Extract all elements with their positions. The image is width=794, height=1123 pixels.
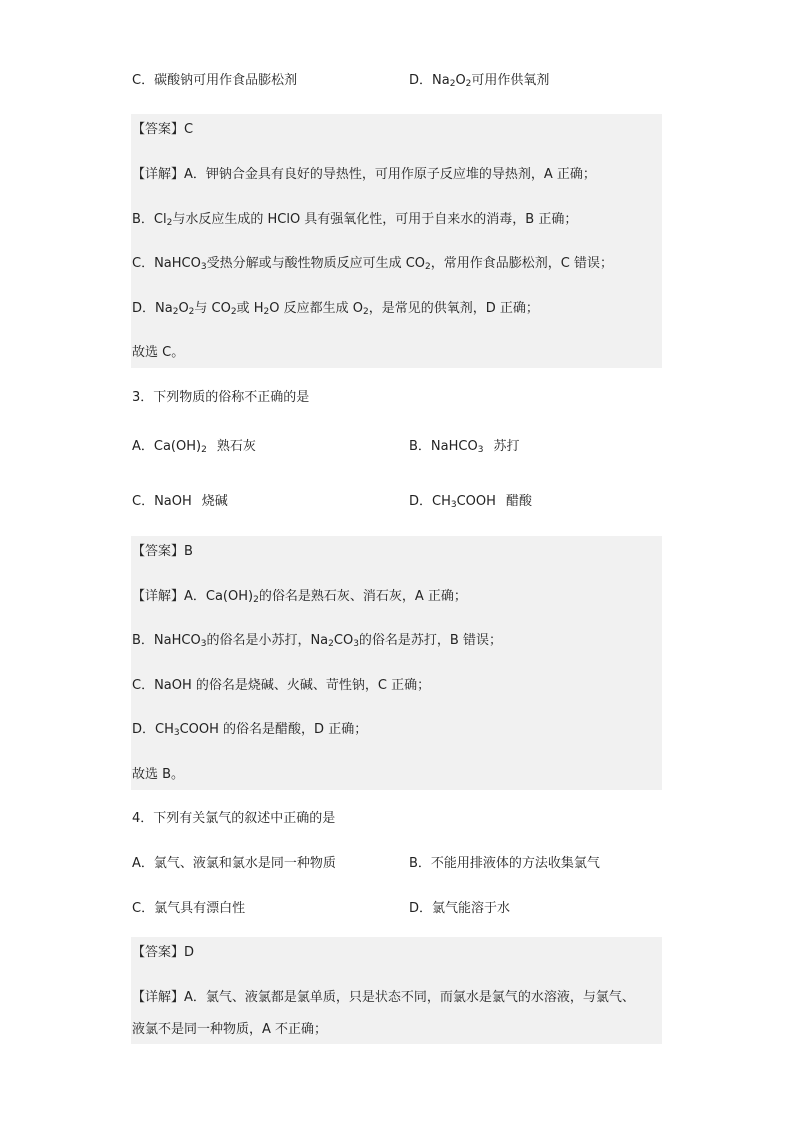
q2-answer: 【答案】C <box>132 122 194 137</box>
q3-option-d: D．$CH_3COOH$ 醋酸 <box>409 494 532 510</box>
q2-option-c: C．碳酸钠可用作食品膨松剂 <box>132 73 298 88</box>
q3-option-a: A．$Ca(OH)_2$ 熟石灰 <box>132 439 256 455</box>
q4-option-b: B．不能用排液体的方法收集氯气 <box>409 856 600 871</box>
q2-detail-c: C．NaHCO$_3$受热分解或与酸性物质反应可生成 $CO_2$，常用作食品膨松剂，C 错误； <box>132 256 613 272</box>
q4-detail-a-line1: 【详解】A．氯气、液氯都是氯单质，只是状态不同，而氯水是氯气的水溶液，与氯气、 <box>132 990 635 1005</box>
q3-option-b: B．NaHCO$_3$ 苏打 <box>409 439 520 455</box>
q3-answer-box <box>131 536 662 790</box>
q4-detail-a-line2: 液氯不是同一种物质，A 不正确； <box>132 1022 328 1037</box>
q2-detail-b: B．$Cl_2$与水反应生成的 HClO 具有强氧化性，可用于自来水的消毒，B 正确； <box>132 212 578 228</box>
q3-answer: 【答案】B <box>132 544 193 559</box>
q2-option-d: D．$Na_2O_2$可用作供氧剂 <box>409 73 550 89</box>
q3-stem: 3．下列物质的俗称不正确的是 <box>132 390 310 405</box>
q4-option-c: C．氯气具有漂白性 <box>132 901 246 916</box>
q3-detail-d: D．$CH_3COOH$ 的俗名是醋酸，D 正确； <box>132 722 368 738</box>
q4-option-a: A．氯气、液氯和氯水是同一种物质 <box>132 856 336 871</box>
q3-detail-c: C．NaOH 的俗名是烧碱、火碱、苛性钠，C 正确； <box>132 678 431 693</box>
q4-stem: 4．下列有关氯气的叙述中正确的是 <box>132 811 336 826</box>
q2-conclusion: 故选 C。 <box>132 345 185 360</box>
q2-detail-d: D．$Na_2O_2$与 $CO_2$或 $H_2O$ 反应都生成 $O_2$，是常见的供氧剂，D 正确； <box>132 301 539 317</box>
q4-answer: 【答案】D <box>132 945 195 960</box>
q4-option-d: D．氯气能溶于水 <box>409 901 511 916</box>
q3-conclusion: 故选 B。 <box>132 767 185 782</box>
q3-detail-b: B．NaHCO$_3$的俗名是小苏打，$Na_2CO_3$的俗名是苏打，B 错误； <box>132 633 502 649</box>
q3-detail-a: 【详解】A．$Ca(OH)_2$的俗名是熟石灰、消石灰，A 正确； <box>132 589 467 605</box>
q3-option-c: C．NaOH 烧碱 <box>132 494 228 509</box>
q2-answer-box <box>131 114 662 368</box>
q2-detail-a: 【详解】A．钾钠合金具有良好的导热性，可用作原子反应堆的导热剂，A 正确； <box>132 167 596 182</box>
